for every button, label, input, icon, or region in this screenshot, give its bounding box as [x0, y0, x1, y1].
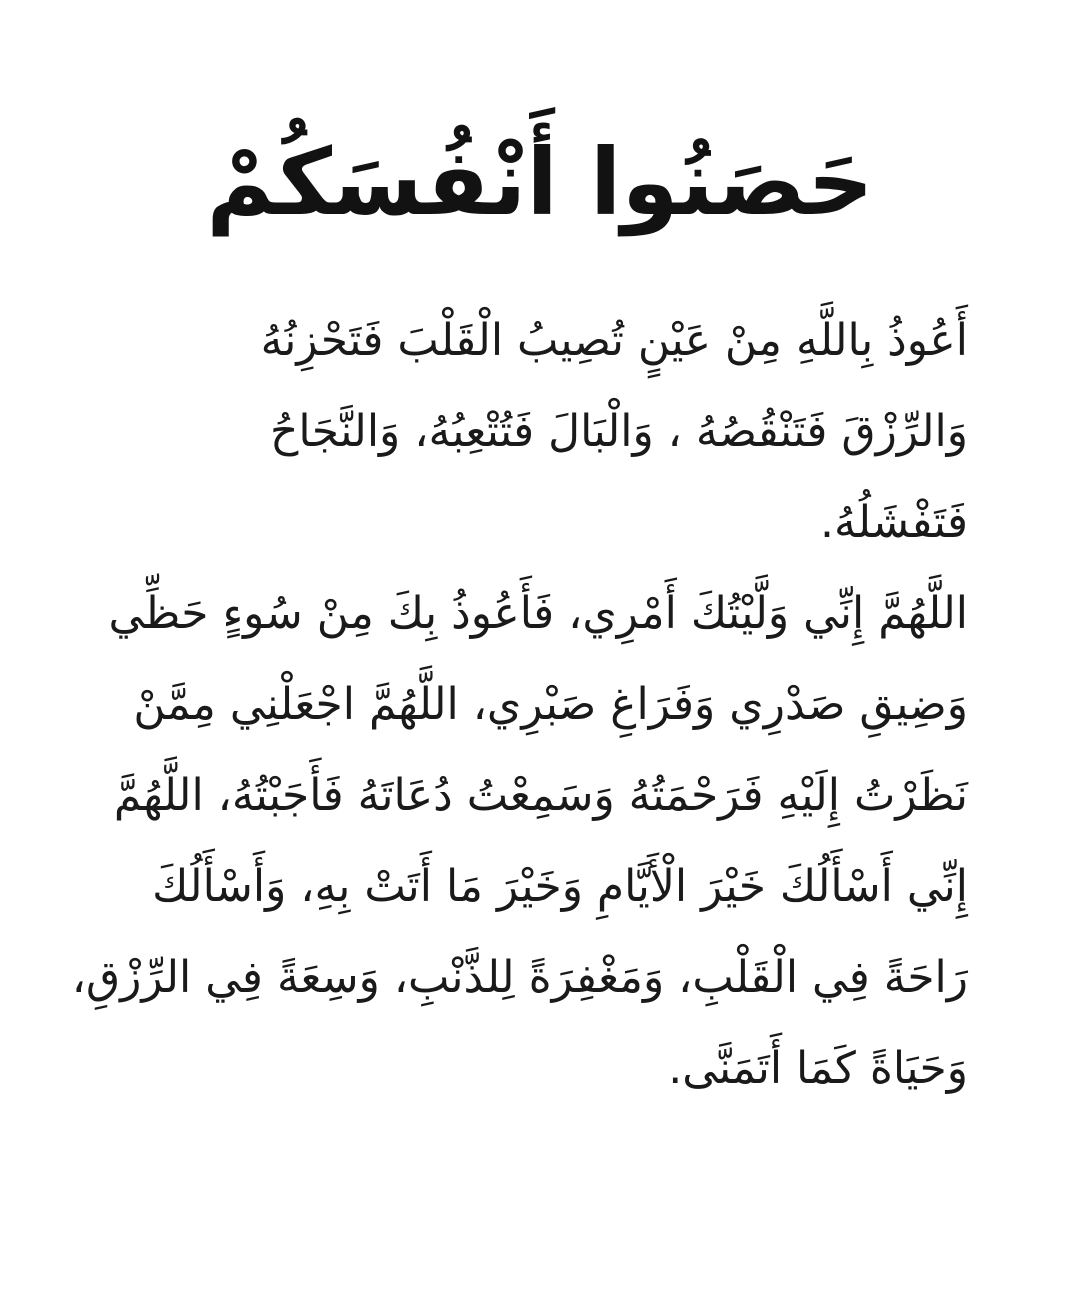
body-line: نَظَرْتُ إِلَيْهِ فَرَحْمَتُهُ وَسَمِعْتُ دُعَاتَهُ فَأَجَبْتُهُ، اللَّهُمَّ	[113, 769, 968, 821]
paragraph-1	[115, 295, 968, 568]
page-title: حَصَنُوا أَنْفُسَكُمْ	[206, 129, 874, 236]
body-line: وَضِيقِ صَدْرِي وَفَرَاغِ صَبْرِي، اللَّهُمَّ اجْعَلْنِي مِمَّنْ	[133, 678, 968, 730]
body-line: رَاحَةً فِي الْقَلْبِ، وَمَغْفِرَةً لِلذَّنْبِ، وَسِعَةً فِي الرِّزْقِ،	[71, 951, 968, 1003]
body-line: وَالرِّزْقَ فَتَنْقُصُهُ ، وَالْبَالَ فَتُتْعِبُهُ، وَالنَّجَاحُ	[269, 405, 968, 457]
body-line: فَتَفْشَلُهُ.	[820, 496, 968, 548]
body-line: اللَّهُمَّ إِنِّي وَلَّيْتُكَ أَمْرِي، فَأَعُوذُ بِكَ مِنْ سُوءٍ حَظِّي	[108, 587, 968, 639]
body-text	[0, 295, 1080, 1114]
paragraph-2	[71, 568, 968, 1114]
title-block	[0, 0, 1080, 271]
body-line: إِنِّي أَسْأَلُكَ خَيْرَ الْأَيَّامِ وَخَيْرَ مَا أَتَتْ بِهِ، وَأَسْأَلُكَ	[152, 860, 968, 912]
body-line: وَحَيَاةً كَمَا أَتَمَنَّى.	[668, 1042, 968, 1094]
body-line: أَعُوذُ بِاللَّهِ مِنْ عَيْنٍ تُصِيبُ الْقَلْبَ فَتَحْزِنُهُ	[260, 314, 968, 366]
